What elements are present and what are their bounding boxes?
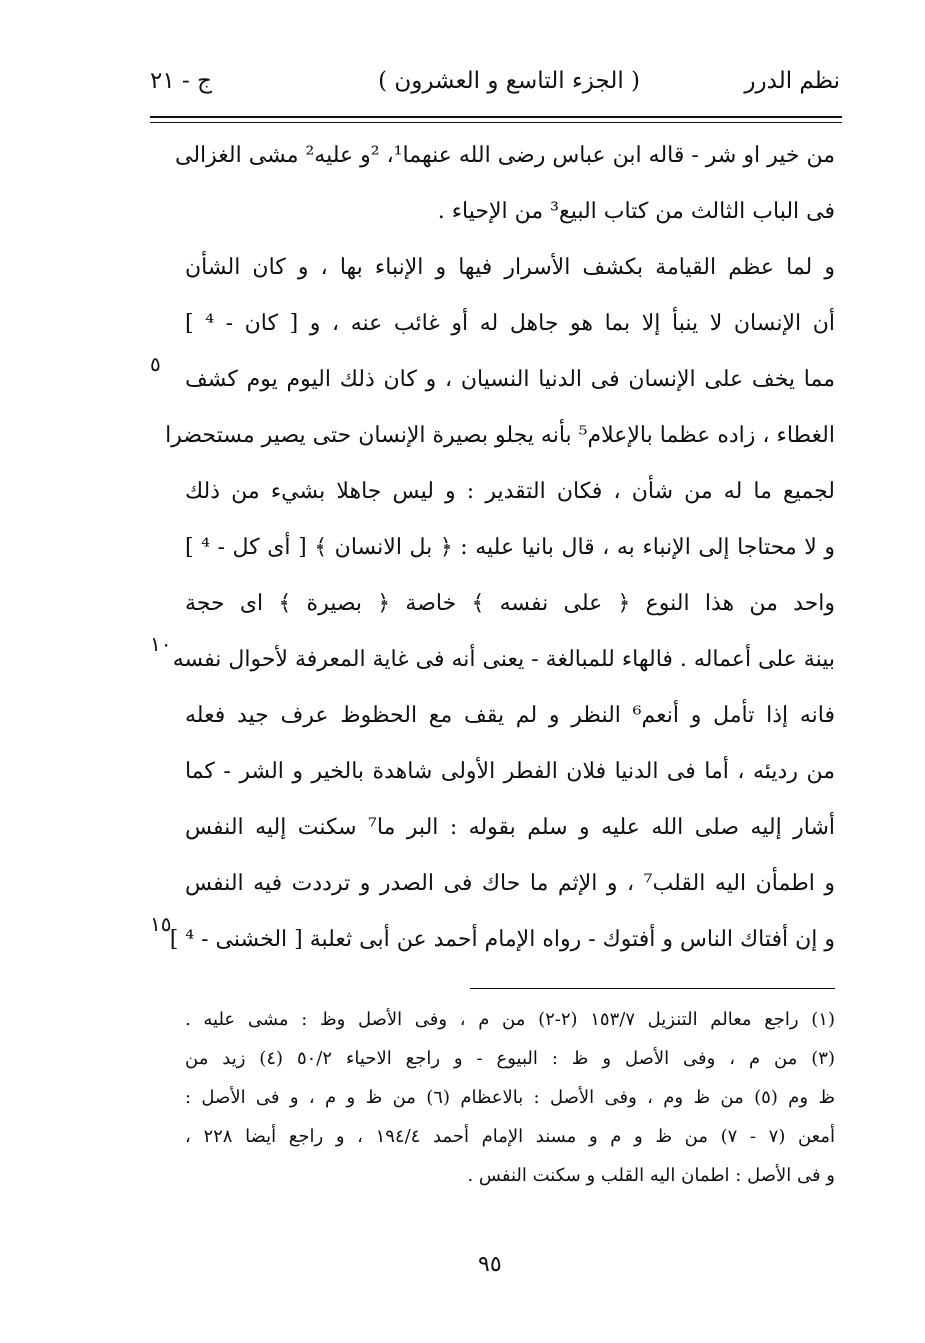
book-title: نظم الدرر	[744, 68, 840, 94]
footnote-line: و فى الأصل : اطمان اليه القلب و سكنت النفس .	[467, 1165, 835, 1186]
text-line: و لما عظم القيامة بكشف الأسرار فيها و الإنباء بها ، و كان الشأن	[185, 255, 835, 280]
text-line: بينة على أعماله . فالهاء للمبالغة - يعنى أنه فى غاية المعرفة لأحوال نفسه	[172, 647, 835, 672]
text-line: الغطاء ، زاده عظما بالإعلام⁵ بأنه يجلو بصيرة الإنسان حتى يصير مستحضرا	[165, 423, 835, 448]
footnote-line: ظ وم (٥) من ظ وم ، وفى الأصل : بالاعظام (٦) من ظ و م ، و فى الأصل :	[185, 1087, 835, 1108]
header-rule-thick	[150, 116, 842, 118]
text-line: من خير او شر - قاله ابن عباس رضى الله عنهما¹، ²و عليه² مشى الغزالى	[175, 143, 835, 168]
text-line: واحد من هذا النوع ﴿ على نفسه ﴾ خاصة ﴿ بصيرة ﴾ اى حجة	[185, 591, 835, 616]
text-line: و اطمأن اليه القلب⁷ ، و الإثم ما حاك فى الصدر و ترددت فيه النفس	[185, 871, 835, 896]
volume-label: ج - ٢١	[150, 68, 212, 94]
text-line: و إن أفتاك الناس و أفتوك - رواه الإمام أحمد عن أبى ثعلبة [ الخشنى - ⁴ ]	[169, 927, 835, 952]
footnote-line: (١) راجع معالم التنزيل ١٥٣/٧ (٢-٢) من م ، وفى الأصل وظ : مشى عليه .	[185, 1009, 835, 1030]
footnotes	[185, 1000, 835, 1195]
footnote-line: أمعن (٧ - ٧) من ظ و م و مسند الإمام أحمد ١٩٤/٤ ، و راجع أيضا ٢٢٨ ،	[185, 1126, 835, 1147]
text-line: من رديئه ، أما فى الدنيا فلان الفطر الأولى شاهدة بالخير و الشر - كما	[185, 759, 835, 784]
line-number: ١٠	[150, 632, 172, 656]
footnote-line: (٣) من م ، وفى الأصل و ظ : البيوع - و راجع الاحياء ٥٠/٢ (٤) زيد من	[185, 1048, 835, 1069]
line-number: ١٥	[150, 912, 172, 936]
text-line: أشار إليه صلى الله عليه و سلم بقوله : البر ما⁷ سكنت إليه النفس	[185, 815, 836, 840]
text-line: أن الإنسان لا ينبأ إلا بما هو جاهل له أو غائب عنه ، و [ كان - ⁴ ]	[185, 311, 835, 336]
part-title: ( الجزء التاسع و العشرون )	[378, 68, 640, 94]
main-text	[165, 128, 836, 968]
running-header	[150, 62, 840, 106]
text-line: لجميع ما له من شأن ، فكان التقدير : و ليس جاهلا بشيء من ذلك	[185, 479, 835, 504]
text-line: فانه إذا تأمل و أنعم⁶ النظر و لم يقف مع الحظوظ عرف جيد فعله	[185, 703, 835, 728]
footnote-rule	[470, 988, 835, 989]
line-number: ٥	[150, 352, 161, 376]
text-line: فى الباب الثالث من كتاب البيع³ من الإحياء .	[437, 199, 835, 224]
text-line: و لا محتاجا إلى الإنباء به ، قال بانيا عليه : ﴿ بل الانسان ﴾ [ أى كل - ⁴ ]	[185, 535, 835, 560]
header-rule-thin	[150, 122, 842, 123]
page-number: ٩٥	[478, 1252, 502, 1277]
text-line: مما يخف على الإنسان فى الدنيا النسيان ، و كان ذلك اليوم يوم كشف	[185, 367, 835, 392]
